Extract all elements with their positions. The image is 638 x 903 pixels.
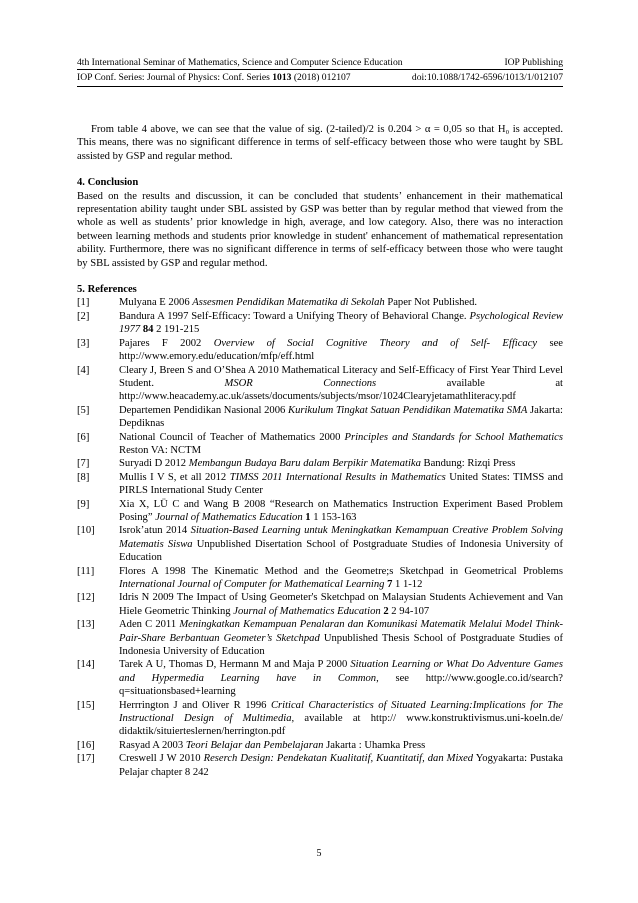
reference-text: Jakarta: Depdiknas	[119, 404, 563, 430]
reference-text: Rasyad A 2003	[119, 739, 186, 751]
reference-text: International Journal of Computer for Mathematical Learning	[119, 579, 385, 590]
reference-item	[77, 310, 563, 337]
reference-item	[77, 739, 563, 752]
header-rule	[77, 86, 563, 87]
reference-number: [3]	[77, 337, 90, 349]
series-line	[77, 72, 563, 84]
reference-number: [1]	[77, 297, 90, 309]
reference-text: Herrrington J and Oliver R 1996	[119, 699, 271, 711]
reference-text: Creswell J W 2010	[119, 753, 204, 765]
reference-number: [14]	[77, 659, 95, 671]
reference-item	[77, 457, 563, 470]
reference-number: [13]	[77, 619, 95, 631]
reference-text: 2 191-215	[153, 324, 200, 336]
doi: doi:10.1088/1742-6596/1013/1/012107	[411, 72, 563, 83]
reference-number: [16]	[77, 739, 95, 751]
reference-item	[77, 364, 563, 404]
reference-item	[77, 591, 563, 618]
reference-text: Pajares F 2002	[119, 337, 214, 349]
reference-list	[77, 296, 563, 779]
reference-text: Tarek A U, Thomas D, Hermann M and Maja P 2000	[119, 659, 351, 671]
reference-text: Mulyana E 2006	[119, 297, 193, 309]
reference-item	[77, 565, 563, 592]
reference-text: Membangun Budaya Baru dalam Berpikir Matematika	[188, 458, 421, 470]
reference-number: [7]	[77, 458, 90, 470]
reference-number: [6]	[77, 431, 90, 443]
reference-text: Psychological Review 1977	[119, 310, 563, 336]
header-rule	[77, 69, 563, 70]
reference-text: see http://www.google.co.id/search?q=situationsbased+learning	[119, 672, 563, 698]
reference-text: Principles and Standards for School Mathematics	[344, 431, 563, 443]
reference-text: Suryadi D 2012	[119, 458, 189, 470]
page-body	[77, 123, 563, 779]
reference-text: Bandura A 1997 Self-Efficacy: Toward a Unifying Theory of Behavioral Change.	[119, 310, 470, 322]
reference-text: Meningkatkan Kemampuan Penalaran dan Komunikasi Matematik Melalui Model Think-Pair-Share Berbantuan Geometer’s Sketchpad	[119, 619, 563, 644]
page-number: 5	[316, 848, 322, 859]
reference-text: Paper Not Published.	[384, 297, 478, 309]
reference-item	[77, 431, 563, 458]
reference-text: 7	[387, 579, 393, 590]
reference-item	[77, 658, 563, 698]
reference-item	[77, 296, 563, 309]
reference-number: [17]	[77, 753, 95, 765]
reference-text: Mullis I V S, et all 2012	[119, 471, 230, 483]
reference-number: [12]	[77, 592, 95, 604]
reference-text: available at http://www.heacademy.ac.uk/assets/documents/subjects/msor/1024Clearyjetamathliteracy.pdf	[119, 377, 564, 403]
reference-text: Situation-Based Learning untuk Meningkatkan Kemampuan Creative Problem Solving Matematis Siswa	[119, 525, 563, 550]
reference-text: Unpublished Thesis School of Postgraduate Studies of Indonesia University of Education	[119, 632, 563, 658]
reference-text: Yogyakarta: Pustaka Pelajar chapter 8 242	[119, 753, 563, 778]
reference-text: MSOR Connections	[224, 377, 377, 389]
reference-text: TIMSS 2011 International Results in Mathematics	[229, 471, 446, 483]
reference-text: 1 1-12	[392, 579, 423, 590]
reference-text: National Council of Teacher of Mathematics 2000	[119, 431, 345, 443]
reference-text: 2 94-107	[388, 605, 430, 617]
reference-text: 1 153-163	[310, 511, 357, 523]
reference-text: Flores A 1998 The Kinematic Method and the Geometre;s Sketchpad in Geometrical Problems	[119, 565, 563, 577]
reference-number: [2]	[77, 310, 90, 322]
reference-number: [8]	[77, 471, 90, 483]
reference-item	[77, 498, 563, 525]
reference-text: Reserch Design: Pendekatan Kualitatif, Kuantitatif, dan Mixed	[203, 753, 474, 765]
reference-number: [5]	[77, 404, 90, 416]
reference-number: [4]	[77, 364, 90, 376]
reference-text: see http://www.emory.edu/education/mfp/eff.html	[119, 337, 563, 363]
reference-text: Jakarta : Uhamka Press	[323, 739, 426, 751]
reference-item	[77, 699, 563, 739]
reference-text: 84	[142, 324, 154, 336]
reference-text: Teori Belajar dan Pembelajaran	[185, 739, 324, 751]
reference-text: Journal of Mathematics Education	[155, 511, 303, 523]
intro-paragraph: From table 4 above, we can see that the value of sig. (2-tailed)/2 is 0.204 > α = 0,05 so that H₀ is accepted. This means, there was no significant difference in terms of self-efficacy between those who were taught by SBL assisted by GSP and regular method.	[77, 124, 563, 162]
reference-text: Reston VA: NCTM	[119, 444, 202, 456]
reference-text: Critical Characteristics of Situated Learning:Implications for The Instructional Design of Multimedia,	[119, 699, 563, 725]
reference-text: Kurikulum Tingkat Satuan Pendidikan Matematika SMA	[288, 404, 528, 416]
reference-text: Departemen Pendidikan Nasional 2006	[119, 404, 288, 416]
reference-item	[77, 337, 563, 364]
series-prefix: IOP Conf. Series: Journal of Physics: Conf. Series	[77, 72, 273, 83]
reference-text: 2	[383, 605, 389, 617]
series-suffix: (2018) 012107	[291, 72, 351, 83]
reference-number: [10]	[77, 525, 95, 537]
reference-item	[77, 752, 563, 779]
running-header	[77, 57, 563, 69]
reference-text: Assesmen Pendidikan Matematika di Sekolah	[192, 297, 385, 309]
reference-text: Bandung: Rizqi Press	[420, 458, 516, 470]
reference-text: Journal of Mathematics Education	[233, 605, 381, 617]
reference-text: Unpublished Disertation School of Postgraduate Studies of Indonesia University of Education	[119, 538, 563, 564]
references-heading: 5. References	[77, 284, 137, 296]
reference-text: available at http:// www.konstruktivismus.uni-koeln.de/ didaktik/situierteslernen/herrington.pdf	[119, 713, 563, 738]
reference-item	[77, 618, 563, 658]
reference-text: Isrok’atun 2014	[119, 525, 191, 537]
reference-text: Cleary J, Breen S and O’Shea A 2010 Mathematical Literacy and Self-Efficacy of First Year Third Level Student.	[119, 364, 563, 389]
reference-text: Situation Learning or What Do Adventure Games and Hypermedia Learning have in Common,	[119, 659, 563, 684]
conference-name: 4th International Seminar of Mathematics, Science and Computer Science Education	[77, 57, 403, 68]
publisher-name: IOP Publishing	[504, 57, 563, 68]
series-volume: 1013	[272, 72, 292, 83]
reference-number: [15]	[77, 699, 95, 711]
reference-text: Overview of Social Cognitive Theory and of Self- Efficacy	[213, 337, 538, 349]
conclusion-text: Based on the results and discussion, it can be concluded that students’ enhancement in their mathematical representation ability taught under SBL assisted by GSP was better than by regular method that viewed from the whole as well as students’ prior knowledge in high, average, and low category. Also, there was no interaction between learning methods and students prior knowledge in student' enhancement of mathematical representation ability. Furthermore, there was no significant difference in terms of self-efficacy between those who were taught by SBL assisted by GSP and regular method.	[77, 190, 563, 269]
reference-text: Xia X, LÜ C and Wang B 2008 “Research on Mathematics Instruction Experiment Based Problem Posing”	[119, 498, 563, 523]
reference-item	[77, 404, 563, 431]
reference-number: [9]	[77, 498, 90, 510]
reference-item	[77, 471, 563, 498]
reference-number: [11]	[77, 565, 95, 577]
conclusion-heading: 4. Conclusion	[77, 177, 139, 189]
reference-item	[77, 524, 563, 564]
reference-text: Idris N 2009 The Impact of Using Geometer's Sketchpad on Malaysian Students Achievement and Van Hiele Geometric Thinking	[119, 592, 563, 617]
reference-text: United States: TIMSS and PIRLS International Study Center	[119, 471, 564, 497]
reference-text: Aden C 2011	[119, 619, 180, 631]
reference-text: 1	[305, 511, 311, 523]
